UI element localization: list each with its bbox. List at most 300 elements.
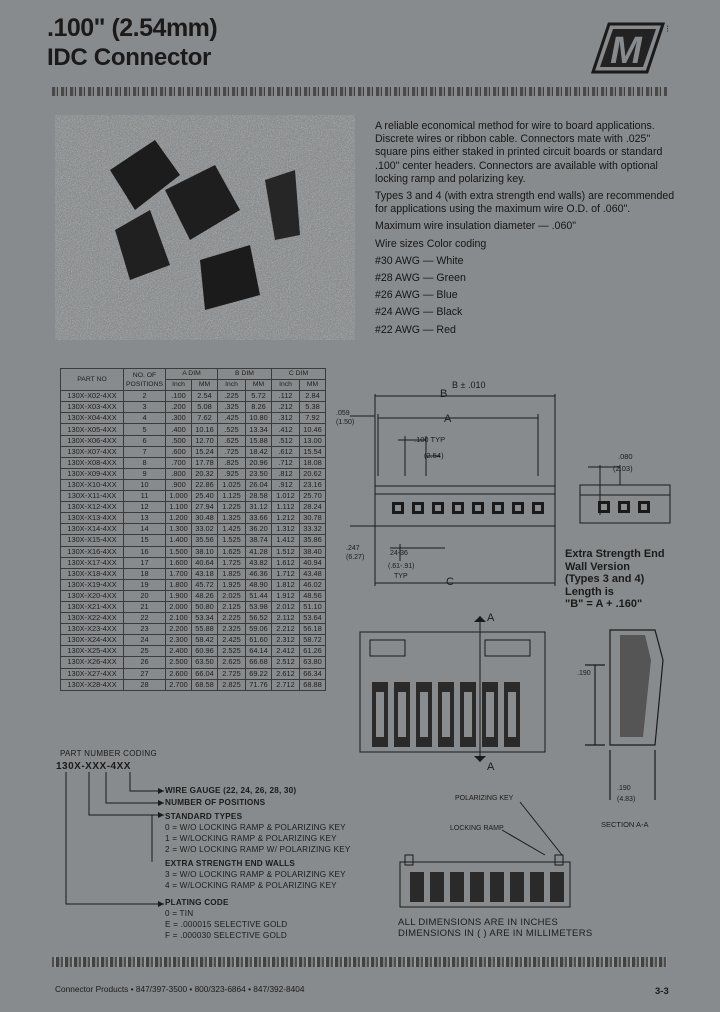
table-cell: 2.200 [166, 624, 192, 635]
table-cell: 130X-X04-4XX [61, 413, 124, 424]
table-cell: 66.34 [300, 668, 326, 679]
section-a-top: A [487, 612, 495, 624]
table-cell: 60.96 [192, 646, 218, 657]
dim-b-label: B [440, 388, 448, 400]
table-cell: 28.24 [300, 502, 326, 513]
table-cell: 22.86 [192, 479, 218, 490]
max-diameter: Maximum wire insulation diameter — .060" [375, 220, 576, 233]
table-cell: 2.525 [218, 646, 246, 657]
table-cell: 23.16 [300, 479, 326, 490]
table-cell: .100 [166, 391, 192, 402]
table-cell: 1.612 [272, 557, 300, 568]
table-cell: 2.412 [272, 646, 300, 657]
table-cell: 2.84 [300, 391, 326, 402]
table-row [61, 590, 326, 601]
legend-type: 0 = W/O LOCKING RAMP & POLARIZING KEY [165, 823, 346, 832]
table-cell: 23.50 [246, 468, 272, 479]
table-cell: 1.212 [272, 513, 300, 524]
table-cell: .625 [218, 435, 246, 446]
table-cell: 30.78 [300, 513, 326, 524]
dim-2436: 24-36 [390, 550, 408, 557]
part-number-code: 130X-XXX-4XX [56, 761, 131, 772]
table-cell: .825 [218, 457, 246, 468]
table-row [61, 557, 326, 568]
dim-left: .059 [336, 410, 350, 417]
wire-size-item: #24 AWG — Black [375, 306, 463, 319]
col-inch: Inch [272, 380, 300, 391]
table-cell: 69.22 [246, 668, 272, 679]
company-logo [583, 20, 665, 76]
wire-size-item: #28 AWG — Green [375, 272, 466, 285]
table-cell: 71.76 [246, 679, 272, 690]
wire-size-item: #26 AWG — Blue [375, 289, 458, 302]
dim-247-mm: (6.27) [346, 554, 365, 561]
table-cell: 21 [124, 601, 166, 612]
table-cell: 1.725 [218, 557, 246, 568]
table-cell: 10.16 [192, 424, 218, 435]
table-cell: 1.425 [218, 524, 246, 535]
side-mark: ⁝ [666, 24, 670, 35]
table-cell: 130X-X07-4XX [61, 446, 124, 457]
col-part-no: PART NO [61, 369, 124, 391]
table-cell: 38.74 [246, 535, 272, 546]
dim-c-label: C [446, 576, 454, 588]
col-c-dim: C DIM [272, 369, 326, 380]
table-row [61, 446, 326, 457]
table-cell: 15.88 [246, 435, 272, 446]
table-cell: 1.925 [218, 579, 246, 590]
wire-size-item: #22 AWG — Red [375, 323, 456, 336]
table-cell: 130X-X05-4XX [61, 424, 124, 435]
table-row [61, 646, 326, 657]
table-cell: 53.98 [246, 601, 272, 612]
table-cell: 130X-X26-4XX [61, 657, 124, 668]
table-cell: 30.48 [192, 513, 218, 524]
wire-header: Wire sizes Color coding [375, 237, 487, 250]
table-cell: 48.26 [192, 590, 218, 601]
table-cell: 130X-X11-4XX [61, 491, 124, 502]
table-row [61, 579, 326, 590]
table-cell: 130X-X16-4XX [61, 546, 124, 557]
table-cell: 5.38 [300, 402, 326, 413]
table-cell: 26 [124, 657, 166, 668]
polarizing-key-label: POLARIZING KEY [455, 795, 514, 802]
table-cell: .200 [166, 402, 192, 413]
note-line: DIMENSIONS IN ( ) ARE IN MILLIMETERS [398, 928, 593, 939]
section-aa-drawing [585, 605, 675, 805]
legend-type: 1 = W/LOCKING RAMP & POLARIZING KEY [165, 834, 337, 843]
legend-plating: PLATING CODE [165, 898, 229, 907]
table-cell: 1.200 [166, 513, 192, 524]
table-cell: 15.24 [192, 446, 218, 457]
table-cell: .812 [272, 468, 300, 479]
table-cell: 130X-X13-4XX [61, 513, 124, 524]
table-cell: 26.04 [246, 479, 272, 490]
table-cell: 130X-X03-4XX [61, 402, 124, 413]
table-row [61, 668, 326, 679]
table-cell: 2.300 [166, 635, 192, 646]
table-cell: .925 [218, 468, 246, 479]
table-cell: 2.012 [272, 601, 300, 612]
legend-type: 4 = W/LOCKING RAMP & POLARIZING KEY [165, 881, 337, 890]
table-cell: 13.34 [246, 424, 272, 435]
table-cell: .300 [166, 413, 192, 424]
table-cell: .325 [218, 402, 246, 413]
table-cell: 24 [124, 635, 166, 646]
table-cell: 61.26 [300, 646, 326, 657]
table-cell: .212 [272, 402, 300, 413]
table-cell: 55.88 [192, 624, 218, 635]
table-cell: .600 [166, 446, 192, 457]
table-row [61, 613, 326, 624]
table-cell: 53.34 [192, 613, 218, 624]
table-cell: 48.90 [246, 579, 272, 590]
table-cell: 130X-X18-4XX [61, 568, 124, 579]
table-cell: 1.312 [272, 524, 300, 535]
dim-080: .080 [618, 452, 633, 461]
table-row [61, 546, 326, 557]
wire-size-item: #30 AWG — White [375, 254, 464, 267]
note-line: ALL DIMENSIONS ARE IN INCHES [398, 917, 559, 928]
table-cell: 2.212 [272, 624, 300, 635]
table-cell: 59.06 [246, 624, 272, 635]
table-cell: 41.28 [246, 546, 272, 557]
table-cell: 2.712 [272, 679, 300, 690]
legend-wire-gauge: WIRE GAUGE (22, 24, 26, 28, 30) [165, 786, 297, 795]
description-para1: A reliable economical method for wire to board applications. Discrete wires or ribbon cable. Connectors mate with .025" square pins either staked in printed circuit boards or standard .100" center headers. Connectors are available with optional locking ramp and polarizing key. [375, 120, 663, 185]
table-cell: 10.80 [246, 413, 272, 424]
table-cell: 8.26 [246, 402, 272, 413]
table-cell: 63.80 [300, 657, 326, 668]
description [375, 120, 675, 341]
table-cell: 130X-X24-4XX [61, 635, 124, 646]
table-row [61, 568, 326, 579]
table-cell: 36.20 [246, 524, 272, 535]
table-cell: 25 [124, 646, 166, 657]
table-cell: .500 [166, 435, 192, 446]
table-cell: 27 [124, 668, 166, 679]
table-cell: 25.40 [192, 491, 218, 502]
table-cell: 20.96 [246, 457, 272, 468]
part-number-heading: PART NUMBER CODING [60, 749, 157, 758]
table-cell: 1.225 [218, 502, 246, 513]
table-row [61, 391, 326, 402]
table-cell: 7 [124, 446, 166, 457]
table-cell: 20.62 [300, 468, 326, 479]
connector-photo [55, 115, 355, 340]
table-cell: 17.78 [192, 457, 218, 468]
table-cell: 10 [124, 479, 166, 490]
table-cell: 2.112 [272, 613, 300, 624]
dim-247: .247 [346, 545, 360, 552]
table-cell: 1.712 [272, 568, 300, 579]
table-cell: 2.54 [192, 391, 218, 402]
esw-line: "B" = A + .160" [565, 598, 643, 610]
table-row [61, 635, 326, 646]
table-cell: 1.900 [166, 590, 192, 601]
table-cell: 130X-X10-4XX [61, 479, 124, 490]
legend-plating-item: F = .000030 SELECTIVE GOLD [165, 931, 287, 940]
table-row [61, 491, 326, 502]
table-cell: 2.225 [218, 613, 246, 624]
esw-line: Wall Version [565, 560, 631, 573]
table-cell: 1.525 [218, 535, 246, 546]
section-a-bottom: A [487, 761, 495, 773]
col-inch: Inch [166, 380, 192, 391]
table-cell: 3 [124, 402, 166, 413]
table-cell: 66.04 [192, 668, 218, 679]
dimension-table [60, 368, 326, 691]
table-row [61, 402, 326, 413]
table-cell: .112 [272, 391, 300, 402]
page-number: 3-3 [655, 986, 669, 997]
dim-080-mm: (2.03) [613, 464, 633, 473]
col-b-dim: B DIM [218, 369, 272, 380]
table-cell: 1.112 [272, 502, 300, 513]
table-cell: 130X-X12-4XX [61, 502, 124, 513]
table-row [61, 513, 326, 524]
locking-ramp-label: LOCKING RAMP [450, 825, 504, 832]
table-cell: .425 [218, 413, 246, 424]
col-mm: MM [300, 380, 326, 391]
table-cell: 6 [124, 435, 166, 446]
table-cell: .800 [166, 468, 192, 479]
table-cell: 2.725 [218, 668, 246, 679]
table-cell: 10.46 [300, 424, 326, 435]
table-cell: .512 [272, 435, 300, 446]
table-row [61, 657, 326, 668]
top-view-drawing [350, 612, 560, 772]
table-cell: 38.40 [300, 546, 326, 557]
table-cell: 130X-X09-4XX [61, 468, 124, 479]
table-cell: 38.10 [192, 546, 218, 557]
table-cell: 17 [124, 557, 166, 568]
table-cell: 130X-X23-4XX [61, 624, 124, 635]
dim-a-label: A [444, 413, 452, 425]
table-cell: 28.58 [246, 491, 272, 502]
table-cell: 130X-X25-4XX [61, 646, 124, 657]
table-cell: 16 [124, 546, 166, 557]
table-cell: 2.825 [218, 679, 246, 690]
table-cell: 130X-X21-4XX [61, 601, 124, 612]
dim-2436-mm: (.61-.91) [388, 563, 415, 570]
esw-line: (Types 3 and 4) [565, 573, 645, 585]
table-cell: 51.44 [246, 590, 272, 601]
table-cell: 4 [124, 413, 166, 424]
table-row [61, 457, 326, 468]
table-cell: 130X-X27-4XX [61, 668, 124, 679]
table-cell: 14 [124, 524, 166, 535]
table-cell: 1.025 [218, 479, 246, 490]
table-cell: 12 [124, 502, 166, 513]
table-cell: 19 [124, 579, 166, 590]
table-cell: 130X-X06-4XX [61, 435, 124, 446]
esw-line: Extra Strength End [565, 548, 665, 560]
table-cell: 2.512 [272, 657, 300, 668]
table-row [61, 524, 326, 535]
table-cell: 1.912 [272, 590, 300, 601]
dimensions-note [398, 917, 593, 939]
table-cell: .312 [272, 413, 300, 424]
table-cell: 56.52 [246, 613, 272, 624]
col-positions: NO. OF POSITIONS [124, 369, 166, 391]
footer-contact: Connector Products • 847/397-3500 • 800/323-6864 • 847/392-8404 [55, 984, 305, 994]
table-cell: 43.18 [192, 568, 218, 579]
table-cell: 43.82 [246, 557, 272, 568]
table-cell: 5.72 [246, 391, 272, 402]
table-cell: 1.325 [218, 513, 246, 524]
dim-b-tolerance: B ± .010 [452, 380, 486, 390]
table-row [61, 601, 326, 612]
table-row [61, 679, 326, 690]
table-cell: 64.14 [246, 646, 272, 657]
table-cell: 130X-X15-4XX [61, 535, 124, 546]
col-mm: MM [192, 380, 218, 391]
code-leader-lines [56, 772, 166, 950]
table-cell: 1.600 [166, 557, 192, 568]
col-inch: Inch [218, 380, 246, 391]
table-cell: 2 [124, 391, 166, 402]
table-cell: 18.42 [246, 446, 272, 457]
table-cell: 2.612 [272, 668, 300, 679]
table-row [61, 413, 326, 424]
table-cell: 23 [124, 624, 166, 635]
table-cell: 43.48 [300, 568, 326, 579]
col-mm: MM [246, 380, 272, 391]
esw-line: Length is [565, 585, 614, 598]
table-cell: 11 [124, 491, 166, 502]
legend-plating-item: 0 = TIN [165, 909, 194, 918]
table-cell: 61.60 [246, 635, 272, 646]
table-cell: 1.012 [272, 491, 300, 502]
table-cell: 7.62 [192, 413, 218, 424]
legend-type: 3 = W/O LOCKING RAMP & POLARIZING KEY [165, 870, 346, 879]
table-cell: 130X-X02-4XX [61, 391, 124, 402]
dim-pitch-mm: (2.54) [424, 451, 444, 460]
table-row [61, 424, 326, 435]
table-cell: 27.94 [192, 502, 218, 513]
table-row [61, 535, 326, 546]
logo-letter: M [610, 30, 642, 72]
table-cell: 130X-X14-4XX [61, 524, 124, 535]
dim-190-mm: (4.83) [617, 796, 636, 803]
description-para2: Types 3 and 4 (with extra strength end walls) are recommended for applications using the maximum wire O.D. of .060". [375, 190, 675, 216]
table-cell: 35.86 [300, 535, 326, 546]
legend-plating-item: E = .000015 SELECTIVE GOLD [165, 920, 288, 929]
table-cell: 18 [124, 568, 166, 579]
table-cell: 68.88 [300, 679, 326, 690]
table-cell: 2.025 [218, 590, 246, 601]
table-cell: 1.400 [166, 535, 192, 546]
table-row [61, 624, 326, 635]
header-band [52, 87, 667, 96]
table-cell: .225 [218, 391, 246, 402]
table-cell: .725 [218, 446, 246, 457]
table-cell: 130X-X08-4XX [61, 457, 124, 468]
dim-left-mm: (1.50) [336, 419, 355, 426]
footer-band [52, 957, 667, 967]
table-cell: 68.58 [192, 679, 218, 690]
table-cell: 33.66 [246, 513, 272, 524]
table-cell: 20.32 [192, 468, 218, 479]
page-title: .100" (2.54mm) [47, 14, 218, 42]
table-cell: 1.812 [272, 579, 300, 590]
table-cell: 5.08 [192, 402, 218, 413]
table-cell: 15.54 [300, 446, 326, 457]
table-cell: 20 [124, 590, 166, 601]
table-cell: 15 [124, 535, 166, 546]
table-cell: .400 [166, 424, 192, 435]
table-cell: 1.100 [166, 502, 192, 513]
legend-standard-types: STANDARD TYPES [165, 812, 243, 821]
table-cell: 2.100 [166, 613, 192, 624]
table-cell: 1.625 [218, 546, 246, 557]
table-cell: 1.512 [272, 546, 300, 557]
table-cell: .525 [218, 424, 246, 435]
table-cell: 1.700 [166, 568, 192, 579]
legend-type: 2 = W/O LOCKING RAMP W/ POLARIZING KEY [165, 845, 351, 854]
table-cell: 2.400 [166, 646, 192, 657]
table-cell: 58.42 [192, 635, 218, 646]
table-cell: 5 [124, 424, 166, 435]
col-a-dim: A DIM [166, 369, 218, 380]
table-cell: 46.36 [246, 568, 272, 579]
table-cell: 1.800 [166, 579, 192, 590]
table-cell: 63.50 [192, 657, 218, 668]
table-cell: 22 [124, 613, 166, 624]
table-cell: 2.500 [166, 657, 192, 668]
table-cell: 1.300 [166, 524, 192, 535]
table-cell: 2.600 [166, 668, 192, 679]
table-cell: 130X-X28-4XX [61, 679, 124, 690]
table-cell: 2.625 [218, 657, 246, 668]
table-cell: 130X-X17-4XX [61, 557, 124, 568]
table-cell: 1.412 [272, 535, 300, 546]
table-cell: 58.72 [300, 635, 326, 646]
table-cell: 130X-X19-4XX [61, 579, 124, 590]
table-cell: 18.08 [300, 457, 326, 468]
table-cell: 8 [124, 457, 166, 468]
table-row [61, 435, 326, 446]
table-cell: 50.80 [192, 601, 218, 612]
table-cell: 1.500 [166, 546, 192, 557]
table-cell: 130X-X22-4XX [61, 613, 124, 624]
table-cell: 56.18 [300, 624, 326, 635]
callout-lines [500, 800, 570, 860]
table-cell: 1.125 [218, 491, 246, 502]
dim-typ: TYP [394, 573, 408, 580]
table-cell: 7.92 [300, 413, 326, 424]
table-cell: 13 [124, 513, 166, 524]
table-cell: 1.825 [218, 568, 246, 579]
table-row [61, 468, 326, 479]
extra-strength-caption [565, 548, 665, 611]
table-cell: 2.425 [218, 635, 246, 646]
dim-pitch: .100 TYP [414, 435, 446, 444]
table-cell: .412 [272, 424, 300, 435]
table-cell: 46.02 [300, 579, 326, 590]
table-cell: 40.94 [300, 557, 326, 568]
table-cell: .700 [166, 457, 192, 468]
table-cell: 1.000 [166, 491, 192, 502]
dim-height: .190 [577, 670, 591, 677]
table-cell: 12.70 [192, 435, 218, 446]
table-cell: 48.56 [300, 590, 326, 601]
page-subtitle: IDC Connector [47, 44, 212, 71]
table-cell: 9 [124, 468, 166, 479]
table-cell: 130X-X20-4XX [61, 590, 124, 601]
table-cell: 2.000 [166, 601, 192, 612]
